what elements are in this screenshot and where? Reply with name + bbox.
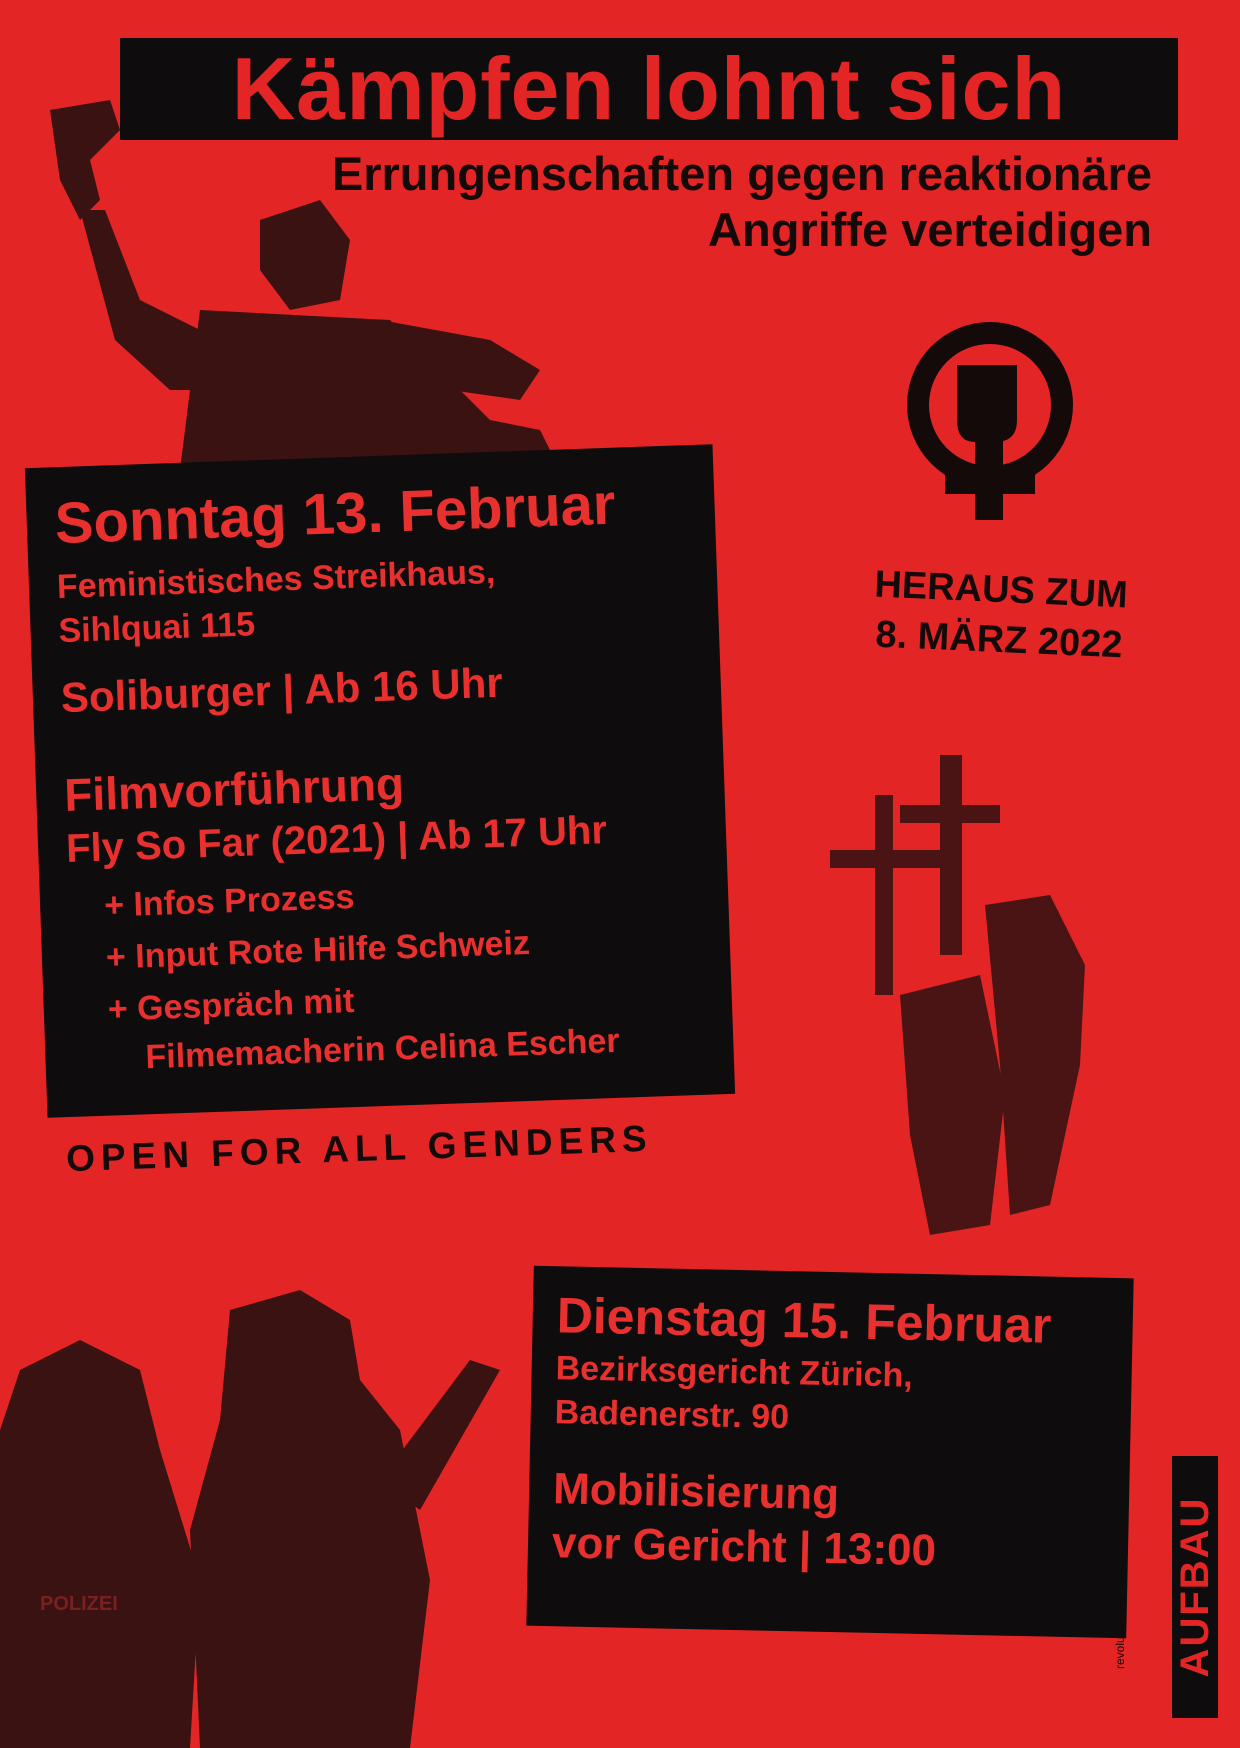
mobilisation-line2: vor Gericht | 13:00 [551,1518,937,1576]
extra-item: + Gespräch mit [107,982,355,1029]
subline-line1: Errungenschaften gegen reaktionäre [331,147,1152,200]
headline: Kämpfen lohnt sich [120,38,1178,140]
venue-line2: Sihlquai 115 [57,605,256,651]
event-sunday-box [25,444,735,1118]
venue-line1: Feministisches Streikhaus, [56,552,496,607]
soliburger-line: Soliburger | Ab 16 Uhr [60,658,504,722]
herald-line1: HERAUS ZUM [873,563,1129,617]
feminist-fist-icon [895,320,1085,555]
extra-item: + Infos Prozess [103,877,356,925]
subline [152,146,1152,258]
police-figure [0,1280,520,1748]
aufbau-logo-small: revolutionärer [1113,1595,1127,1669]
extra-item-continuation: Filmemacherin Celina Escher [144,1021,621,1077]
extra-item: + Input Rote Hilfe Schweiz [105,923,531,977]
police-label: POLIZEI [40,1593,118,1615]
aufbau-logo [1113,1456,1217,1718]
event-tuesday-venue [554,1346,1108,1446]
aufbau-logo-big: AUFBAU [1172,1456,1218,1718]
herald-line2: 8. MÄRZ 2022 [874,613,1124,667]
open-for-all-note: OPEN FOR ALL GENDERS [65,1117,654,1180]
venue-line2: Badenerstr. 90 [554,1393,790,1437]
mobilisation-line1: Mobilisierung [552,1464,840,1520]
event-tuesday-box [526,1266,1133,1638]
extras-list [67,859,706,1083]
cross-bearers-figure [830,735,1110,1295]
film-title: Filmvorführung [63,757,405,822]
event-sunday-date: Sonntag 13. Februar [53,471,617,557]
event-tuesday-date: Dienstag 15. Februar [556,1287,1052,1354]
herald-text [828,558,1172,673]
venue-line1: Bezirksgericht Zürich, [555,1349,914,1395]
film-line: Fly So Far (2021) | Ab 17 Uhr [65,808,608,871]
event-sunday-venue [56,543,691,653]
subline-line2: Angriffe verteidigen [708,203,1152,256]
